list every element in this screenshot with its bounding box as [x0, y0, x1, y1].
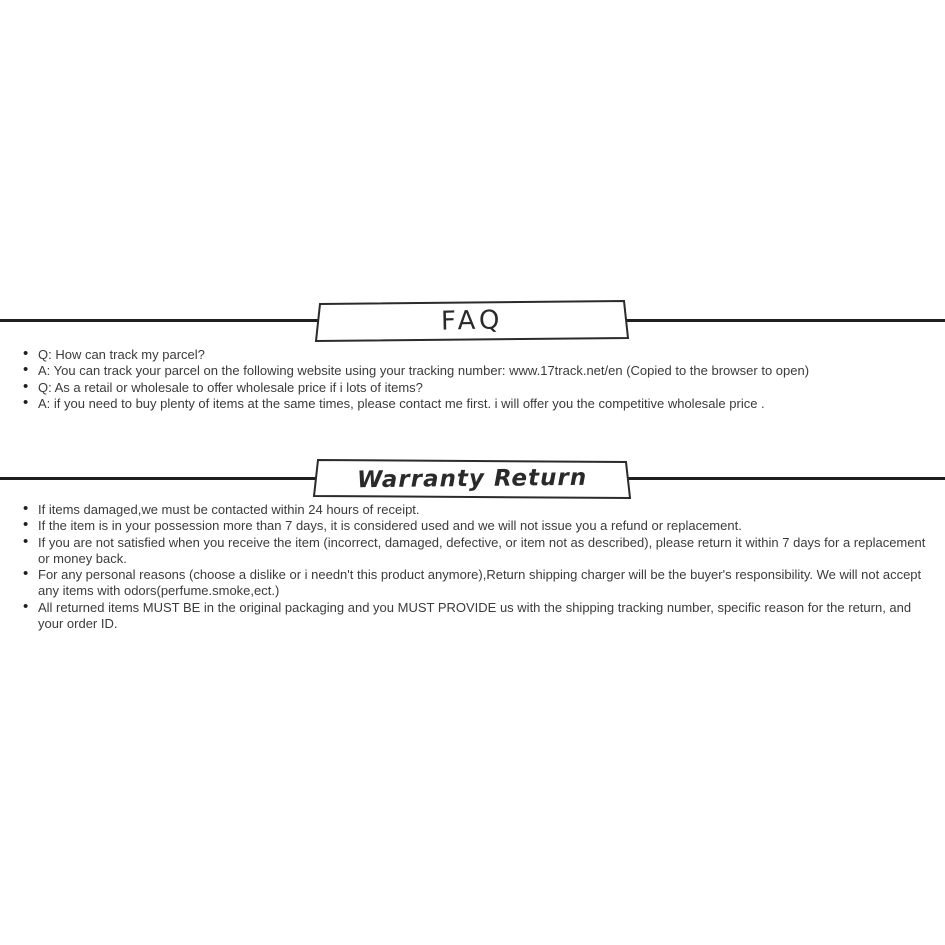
faq-banner — [311, 300, 635, 342]
warranty-section-title: Warranty Return — [357, 464, 588, 494]
faq-list — [22, 347, 931, 412]
faq-item: • A: if you need to buy plenty of items at the same times, please contact me first. i will offer you the competitive wholesale price . — [22, 396, 931, 412]
warranty-list — [22, 502, 931, 632]
faq-item: • Q: As a retail or wholesale to offer wholesale price if i lots of items? — [22, 380, 931, 396]
faq-section-title: FAQ — [441, 305, 504, 337]
warranty-item: • If the item is in your possession more than 7 days, it is considered used and we will not issue you a refund or replacement. — [22, 518, 931, 534]
faq-divider — [0, 300, 945, 342]
faq-item: • Q: How can track my parcel? — [22, 347, 931, 363]
warranty-divider — [0, 458, 945, 500]
warranty-item: • All returned items MUST BE in the original packaging and you MUST PROVIDE us with the shipping tracking number, specific reason for the return, and your order ID. — [22, 600, 931, 633]
warranty-item: • If items damaged,we must be contacted within 24 hours of receipt. — [22, 502, 931, 518]
faq-item: • A: You can track your parcel on the following website using your tracking number: www.17track.net/en (Copied to the browser to open) — [22, 363, 931, 379]
warranty-item: • For any personal reasons (choose a dislike or i needn't this product anymore),Return shipping charger will be the buyer's responsibility. We will not accept any items with odors(perfume.smoke,ect.) — [22, 567, 931, 600]
warranty-item: • If you are not satisfied when you receive the item (incorrect, damaged, defective, or item not as described), please return it within 7 days for a replacement or money back. — [22, 535, 931, 568]
warranty-banner — [311, 458, 635, 500]
